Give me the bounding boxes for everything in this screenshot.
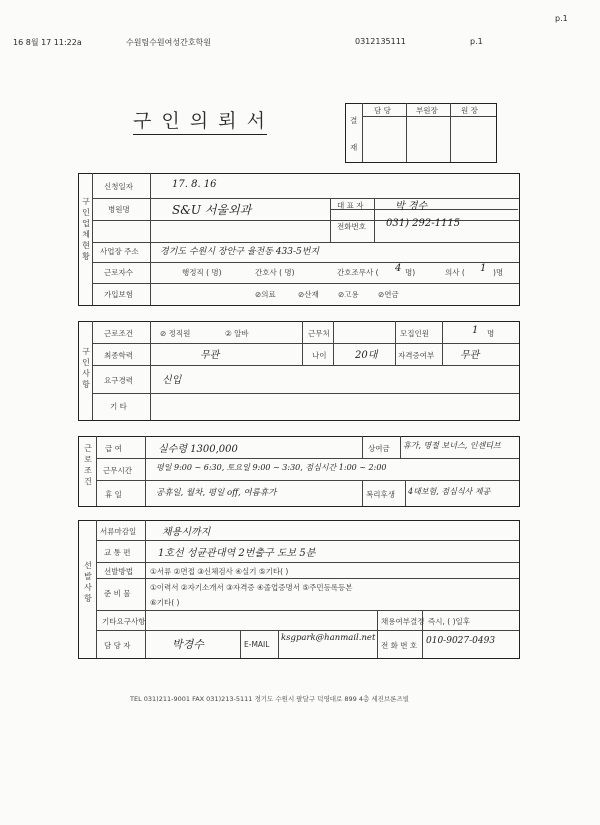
workers-aide: 간호조무사 ( bbox=[337, 268, 379, 277]
phone-label: 전화번호 bbox=[337, 222, 366, 231]
recruit-label: 모집인원 bbox=[400, 329, 429, 338]
insurance-pension[interactable]: ⊘연금 bbox=[378, 290, 399, 299]
email-label: E-MAIL bbox=[244, 640, 270, 649]
job-section bbox=[78, 321, 520, 421]
work-place-label: 근무처 bbox=[308, 329, 330, 338]
footer-address: TEL 031)211-9001 FAX 031)213-5111 경기도 수원시 팔달구 덕영대로 899 4층 세진브론즈빌 bbox=[130, 695, 409, 703]
workers-doctor: 의사 ( bbox=[445, 268, 465, 277]
apply-date-label: 신청일자 bbox=[104, 182, 133, 191]
fax-number: 0312135111 bbox=[355, 37, 406, 46]
recruit-count: 1 bbox=[472, 325, 479, 336]
cond-parttime[interactable]: ② 알바 bbox=[225, 329, 249, 338]
cond-label: 근로조건 bbox=[104, 329, 133, 338]
address-label: 사업장 주소 bbox=[100, 247, 139, 256]
apply-date-value: 17. 8. 16 bbox=[172, 179, 217, 190]
license-value: 무관 bbox=[460, 350, 480, 361]
career-label: 요구경력 bbox=[104, 376, 133, 385]
tel-label: 전 화 번 호 bbox=[381, 641, 418, 650]
email-value: ksgpark@hanmail.net bbox=[281, 633, 376, 643]
career-value: 신입 bbox=[162, 375, 182, 386]
welfare-value: 4대보험, 점심식사 제공 bbox=[408, 487, 491, 496]
docs-options[interactable]: ①이력서 ②자기소개서 ③자격증 ④졸업증명서 ⑤주민등록등본 bbox=[150, 583, 353, 592]
transport-label: 교 통 편 bbox=[104, 548, 131, 557]
ceo-label: 대 표 자 bbox=[337, 201, 364, 210]
hospital-label: 병원명 bbox=[108, 205, 130, 214]
transport-value: 1호선 성균관대역 2번출구 도보 5분 bbox=[158, 548, 316, 559]
workers-label: 근로자수 bbox=[104, 268, 133, 277]
method-options[interactable]: ①서류 ②면접 ③신체검사 ④실기 ⑤기타( ) bbox=[150, 567, 289, 576]
method-label: 선발방법 bbox=[104, 567, 133, 576]
workers-nurse: 간호사 ( 명) bbox=[255, 268, 295, 277]
docs-label: 준 비 물 bbox=[104, 589, 131, 598]
address-value: 경기도 수원시 장안구 율전동 433-5번지 bbox=[160, 247, 320, 257]
insurance-employment[interactable]: ⊘고용 bbox=[338, 290, 359, 299]
hospital-value: S&U 서울외과 bbox=[172, 203, 252, 217]
approval-side-bottom: 재 bbox=[350, 143, 358, 152]
recruit-unit: 명 bbox=[487, 329, 495, 338]
deadline-label: 서류마감일 bbox=[100, 527, 137, 536]
edu-value: 무관 bbox=[200, 350, 220, 361]
tel-value: 010-9027-0493 bbox=[426, 636, 496, 646]
document-title: 구 인 의 뢰 서 bbox=[133, 106, 267, 135]
approval-side-top: 결 bbox=[350, 116, 358, 125]
phone-value: 031) 292-1115 bbox=[386, 218, 461, 229]
workers-aide-end: 명) bbox=[405, 268, 416, 277]
job-section-label: 구 인 사 항 bbox=[82, 347, 90, 389]
company-section bbox=[78, 173, 520, 306]
insurance-accident[interactable]: ⊘산재 bbox=[298, 290, 319, 299]
fax-sender: 수원팀수원여성간호학원 bbox=[126, 38, 212, 47]
salary-value: 실수령 1300,000 bbox=[158, 444, 238, 455]
fax-datetime: 16 8월 17 11:22a bbox=[13, 38, 82, 47]
workers-aide-count: 4 bbox=[395, 263, 402, 274]
holiday-label: 휴 일 bbox=[105, 490, 122, 499]
job-etc-label: 기 타 bbox=[110, 402, 127, 411]
decision-label: 채용여부결정 bbox=[381, 617, 425, 626]
workers-doctor-count: 1 bbox=[480, 263, 487, 274]
insurance-medical[interactable]: ⊘의료 bbox=[255, 290, 276, 299]
work-section-label: 근 로 조 건 bbox=[84, 444, 92, 486]
hours-label: 근무시간 bbox=[103, 466, 132, 475]
insurance-label: 가입보험 bbox=[104, 290, 133, 299]
approval-header-vice: 부원장 bbox=[416, 106, 438, 115]
selection-section-label: 선 발 사 항 bbox=[84, 561, 92, 603]
decision-value: 즉시, ( )일후 bbox=[428, 617, 470, 626]
company-section-label: 구 인 업 체 현 황 bbox=[82, 197, 90, 261]
page-number: p.1 bbox=[555, 14, 568, 23]
fax-page: p.1 bbox=[470, 37, 483, 46]
edu-label: 최종학력 bbox=[104, 351, 133, 360]
workers-doctor-end: )명 bbox=[493, 268, 504, 277]
deadline-value: 채용시까지 bbox=[162, 527, 211, 538]
other-req-label: 기타요구사항 bbox=[102, 617, 146, 626]
hours-value: 평일 9:00 ~ 6:30, 토요일 9:00 ~ 3:30, 점심시간 1:00 ~ 2:00 bbox=[156, 463, 387, 472]
contact-value: 박경수 bbox=[172, 638, 204, 651]
ceo-value: 박 경수 bbox=[395, 201, 428, 212]
welfare-label: 복리후생 bbox=[366, 490, 395, 499]
holiday-value: 공휴일, 월차, 평일 off, 여름휴가 bbox=[156, 488, 277, 498]
workers-admin: 행정직 ( 명) bbox=[182, 268, 222, 277]
bonus-label: 상여금 bbox=[368, 444, 390, 453]
license-label: 자격증여부 bbox=[398, 351, 435, 360]
cond-fulltime[interactable]: ⊘ 정직원 bbox=[160, 329, 191, 338]
docs-etc: ⑥기타( ) bbox=[150, 598, 180, 607]
bonus-value: 휴가, 명절 보너스, 인센티브 bbox=[403, 441, 501, 450]
age-label: 나이 bbox=[312, 351, 327, 360]
salary-label: 급 여 bbox=[105, 444, 122, 453]
contact-label: 담 당 자 bbox=[104, 641, 131, 650]
approval-header-director: 원 장 bbox=[461, 106, 478, 115]
age-value: 20대 bbox=[355, 350, 378, 361]
approval-header-staff: 담 당 bbox=[374, 106, 391, 115]
